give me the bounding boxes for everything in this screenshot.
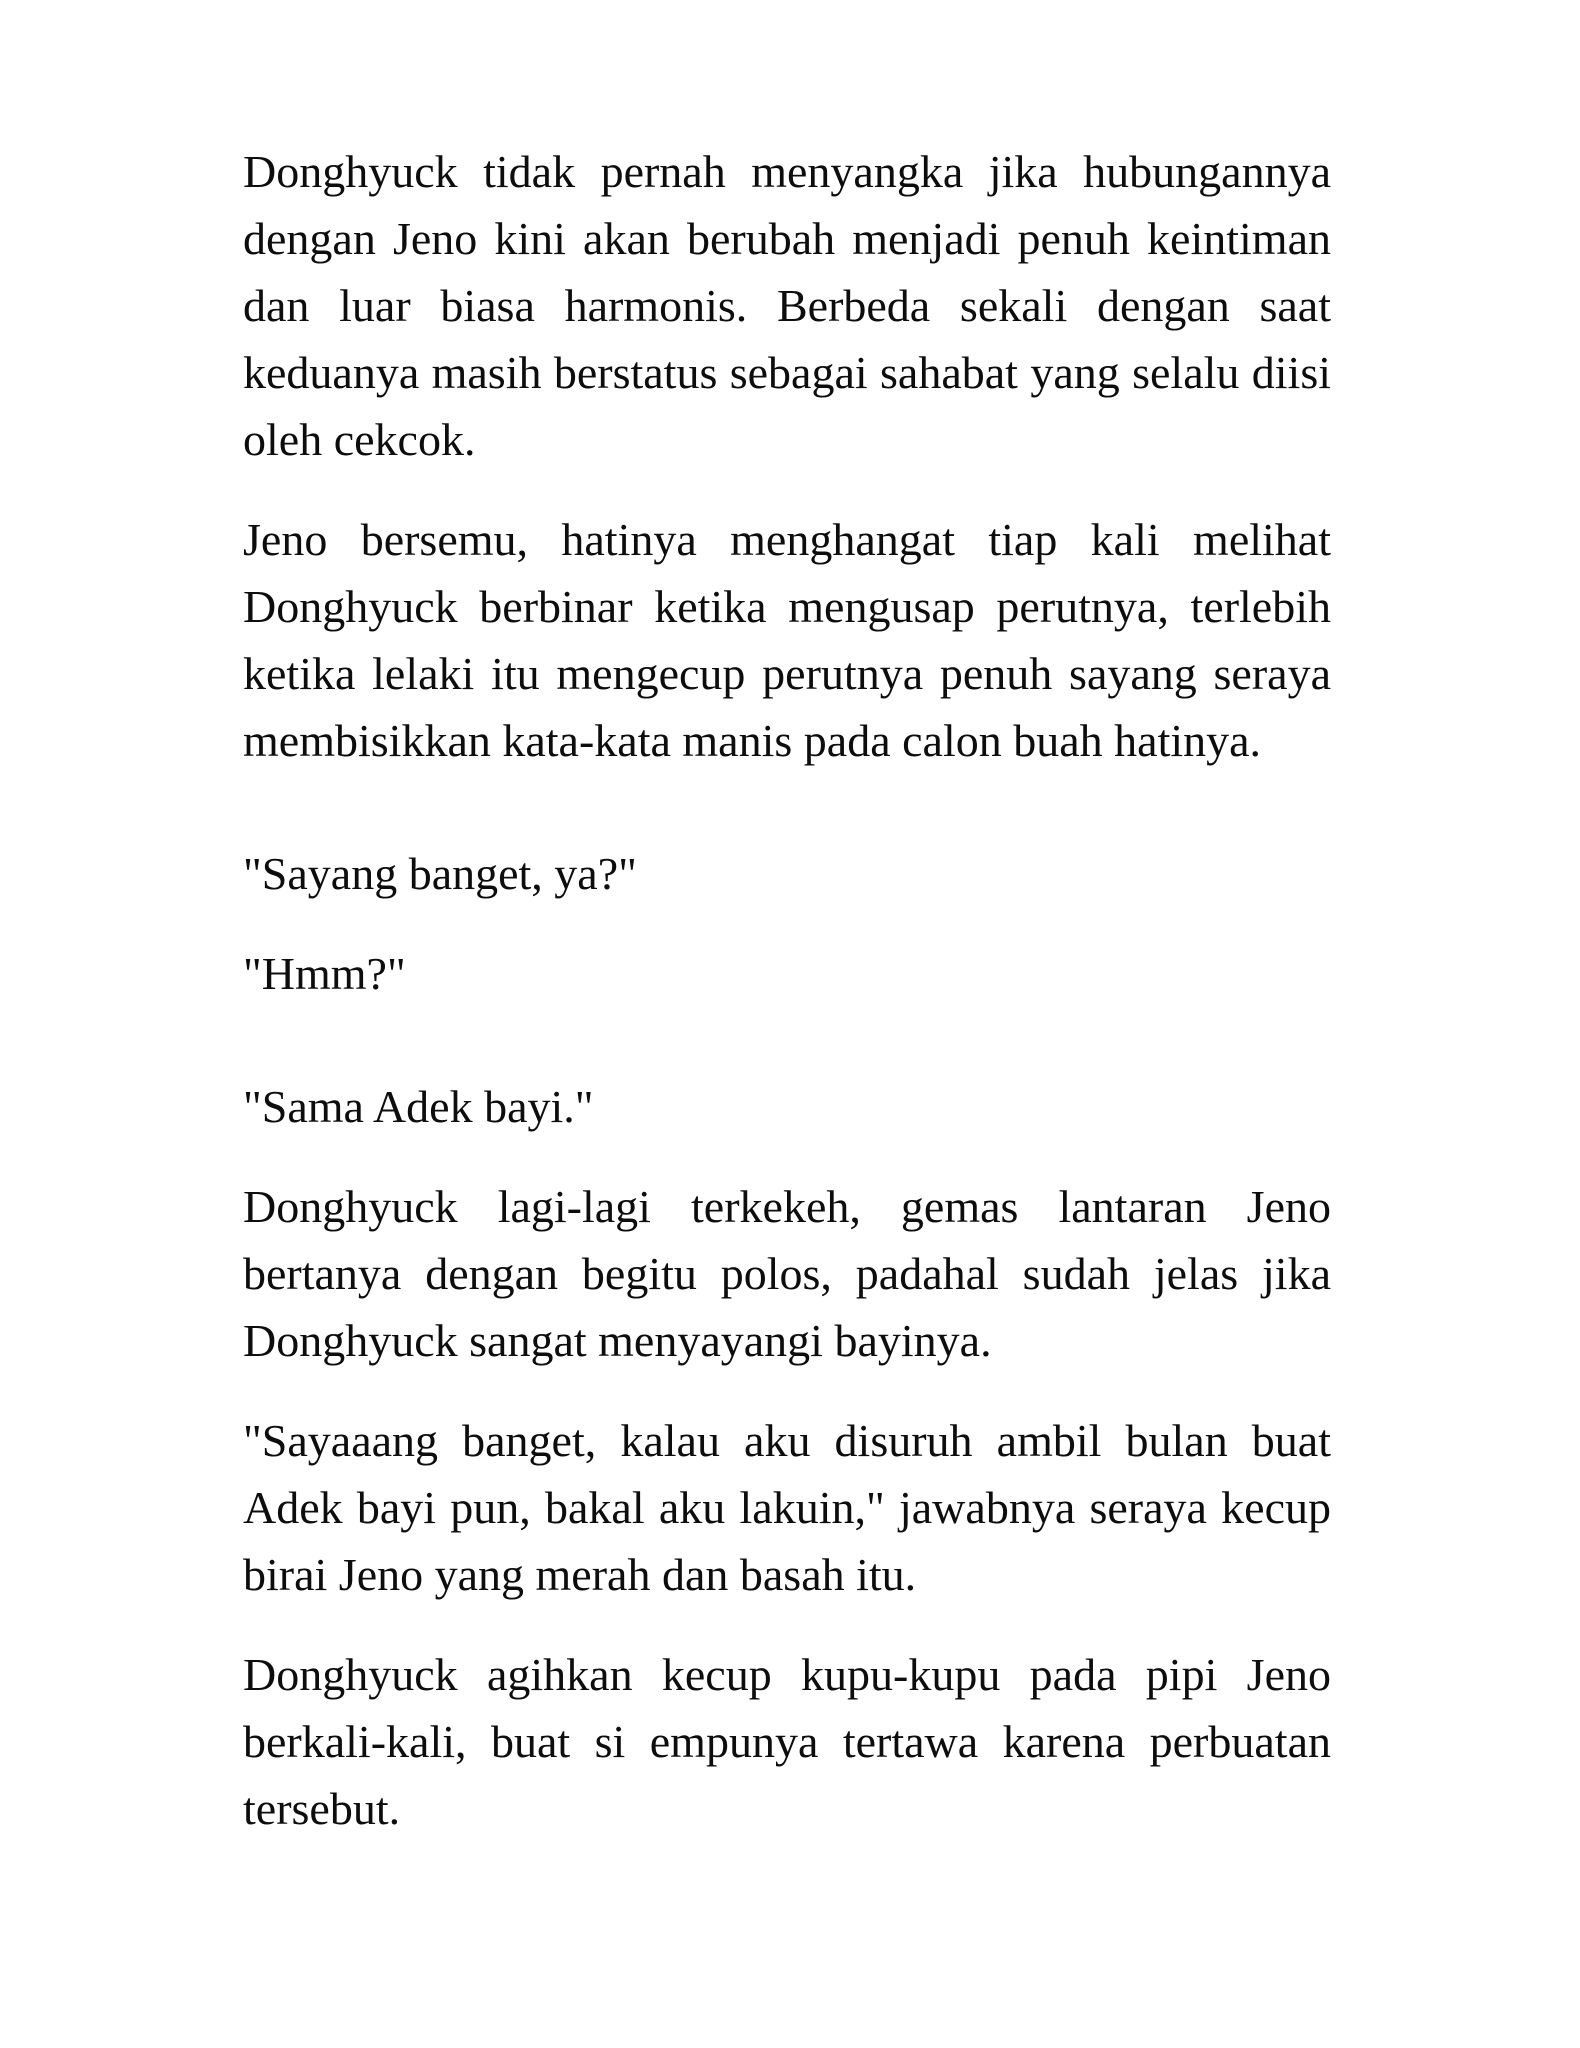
dialogue-line: "Hmm?": [243, 948, 406, 999]
paragraph: Donghyuck lagi-lagi terkekeh, gemas lantaran Jeno bertanya dengan begitu polos, padahal sudah jelas jika Donghyuck sangat menyayangi bayinya.: [243, 1181, 1331, 1366]
paragraph: "Sayaaang banget, kalau aku disuruh ambil bulan buat Adek bayi pun, bakal aku lakuin," jawabnya seraya kecup birai Jeno yang merah dan basah itu.: [243, 1415, 1331, 1600]
dialogue-line: "Sayang banget, ya?": [243, 848, 637, 899]
dialogue-line: "Sama Adek bayi.": [243, 1081, 594, 1132]
text-column: [243, 138, 1331, 1875]
paragraph: Jeno bersemu, hatinya menghangat tiap kali melihat Donghyuck berbinar ketika mengusap perutnya, terlebih ketika lelaki itu mengecup perutnya penuh sayang seraya membisikkan kata-kata manis pada calon buah hatinya.: [243, 514, 1331, 766]
paragraph: Donghyuck agihkan kecup kupu-kupu pada pipi Jeno berkali-kali, buat si empunya tertawa karena perbuatan tersebut.: [243, 1649, 1331, 1834]
paragraph: Donghyuck tidak pernah menyangka jika hubungannya dengan Jeno kini akan berubah menjadi penuh keintiman dan luar biasa harmonis. Berbeda sekali dengan saat keduanya masih berstatus sebagai sahabat yang selalu diisi oleh cekcok.: [243, 146, 1331, 465]
